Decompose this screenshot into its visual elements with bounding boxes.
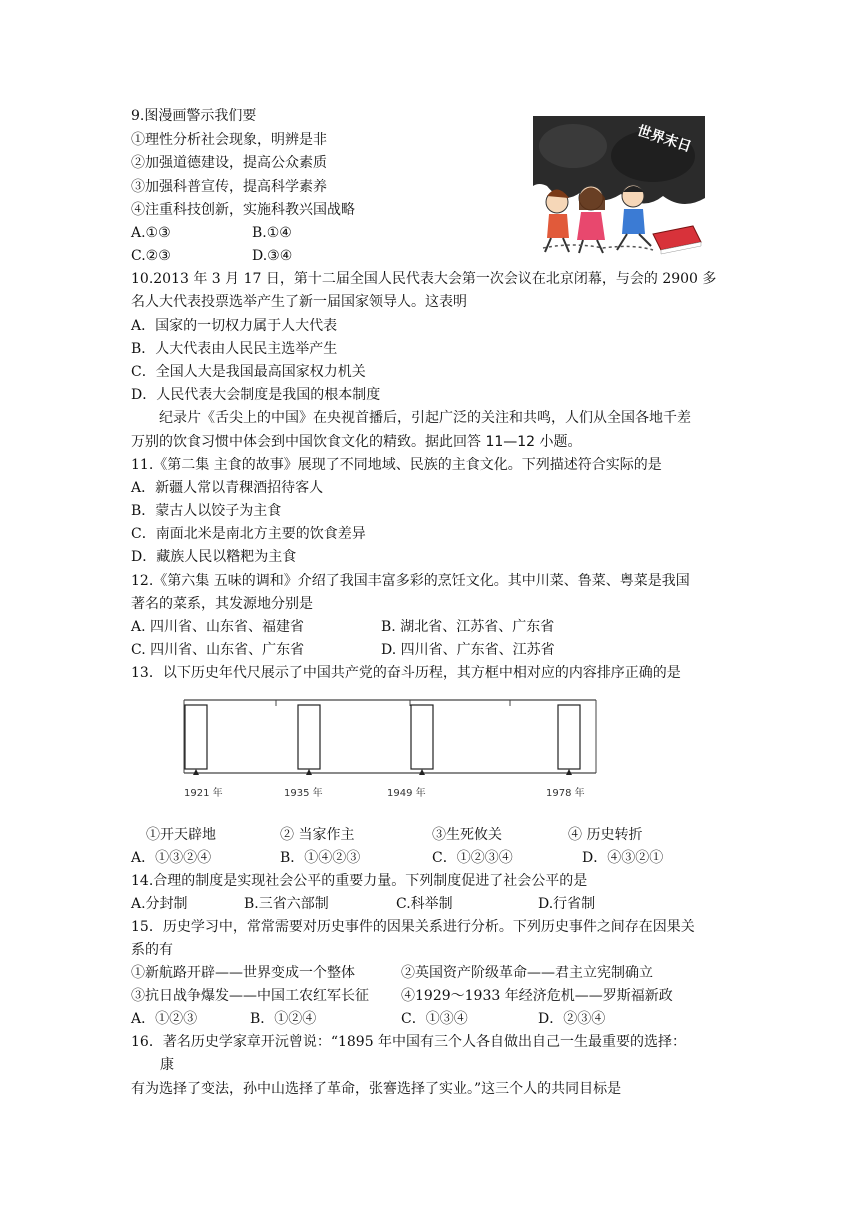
q10-stem-line-2: 名人大代表投票选举产生了新一届国家领导人。这表明 [131, 294, 467, 310]
q14-stem: 14.合理的制度是实现社会公平的重要力量。下列制度促进了社会公平的是 [131, 873, 588, 889]
q9-item-4: ④注重科技创新，实施科教兴国战略 [131, 202, 355, 218]
q11-option-c: C．南面北米是南北方主要的饮食差异 [131, 526, 366, 542]
q12-stem-line-2: 著名的菜系，其发源地分别是 [131, 596, 313, 612]
q11-stem: 11.《第二集 主食的故事》展现了不同地域、民族的主食文化。下列描述符合实际的是 [131, 457, 662, 473]
q13-option-c: C．①②③④ [432, 850, 513, 866]
intro-line-1: 纪录片《舌尖上的中国》在央视首播后，引起广泛的关注和共鸣，人们从全国各地千差 [159, 410, 691, 426]
q10-option-d: D．人民代表大会制度是我国的根本制度 [131, 387, 381, 403]
q15-item-1: ①新航路开辟——世界变成一个整体 [131, 965, 355, 981]
timeline-box-2 [298, 705, 320, 769]
q12-option-b: B. 湖北省、江苏省、广东省 [381, 619, 555, 635]
q9-option-c: C.②③ [131, 248, 171, 264]
timeline-box-4 [558, 705, 580, 769]
q13-item-4: ④ 历史转折 [568, 827, 643, 843]
q14-option-a: A.分封制 [131, 896, 188, 912]
q13-item-2: ② 当家作主 [280, 827, 355, 843]
q13-stem: 13．以下历史年代尺展示了中国共产党的奋斗历程，其方框中相对应的内容排序正确的是 [131, 665, 681, 681]
q11-option-a: A．新疆人常以青稞酒招待客人 [131, 480, 324, 496]
q15-stem-line-2: 系的有 [131, 942, 173, 958]
q10-option-b: B．人大代表由人民民主选举产生 [131, 341, 338, 357]
year-label-1978: 1978 年 [546, 788, 585, 799]
q15-option-a: A．①②③ [131, 1011, 198, 1027]
timeline-box-3 [411, 705, 433, 769]
q13-option-b: B．①④②③ [280, 850, 361, 866]
cartoon-caption: 世界末日 [635, 122, 694, 156]
q15-option-c: C．①③④ [401, 1011, 468, 1027]
q15-option-b: B．①②④ [250, 1011, 317, 1027]
doomsday-cartoon [533, 116, 705, 256]
q9-item-1: ①理性分析社会现象，明辨是非 [131, 132, 327, 148]
intro-line-2: 万别的饮食习惯中体会到中国饮食文化的精致。据此回答 11—12 小题。 [131, 434, 582, 450]
q12-option-a: A. 四川省、山东省、福建省 [131, 619, 305, 635]
q9-option-d: D.③④ [252, 248, 293, 264]
q12-option-c: C. 四川省、山东省、广东省 [131, 642, 305, 658]
q13-option-a: A．①③②④ [131, 850, 212, 866]
q12-stem-line-1: 12.《第六集 五味的调和》介绍了我国丰富多彩的烹饪文化。其中川菜、鲁菜、粤菜是我国 [131, 573, 690, 589]
q9-option-a: A.①③ [131, 225, 171, 241]
q9-item-2: ②加强道德建设，提高公众素质 [131, 155, 327, 171]
year-label-1935: 1935 年 [284, 788, 323, 799]
q15-item-3: ③抗日战争爆发——中国工农红军长征 [131, 988, 369, 1004]
q15-stem-line-1: 15．历史学习中，常常需要对历史事件的因果关系进行分析。下列历史事件之间存在因果关 [131, 919, 695, 935]
q10-option-a: A．国家的一切权力属于人大代表 [131, 318, 338, 334]
q14-option-d: D.行省制 [538, 896, 596, 912]
q9-option-b: B.①④ [252, 225, 292, 241]
timeline-box-1 [185, 705, 207, 769]
q11-option-b: B．蒙古人以饺子为主食 [131, 503, 282, 519]
q13-item-3: ③生死攸关 [432, 827, 502, 843]
q10-option-c: C．全国人大是我国最高国家权力机关 [131, 364, 366, 380]
q13-option-d: D．④③②① [582, 850, 664, 866]
q12-option-d: D. 四川省、广东省、江苏省 [381, 642, 555, 658]
history-timeline [180, 695, 600, 805]
q14-option-c: C.科举制 [396, 896, 453, 912]
q10-stem-line-1: 10.2013 年 3 月 17 日，第十二届全国人民代表大会第一次会议在北京闭幕，与会的 2900 多 [131, 271, 717, 287]
q15-item-2: ②英国资产阶级革命——君主立宪制确立 [401, 965, 653, 981]
q11-option-d: D．藏族人民以糌粑为主食 [131, 549, 297, 565]
q15-option-d: D．②③④ [538, 1011, 606, 1027]
q9-stem: 9.图漫画警示我们要 [131, 108, 257, 124]
q15-item-4: ④1929～1933 年经济危机——罗斯福新政 [401, 988, 673, 1004]
q13-item-1: ①开天辟地 [146, 827, 216, 843]
q16-stem-line-3: 有为选择了变法，孙中山选择了革命，张謇选择了实业。”这三个人的共同目标是 [131, 1081, 622, 1097]
year-label-1921: 1921 年 [184, 788, 223, 799]
q16-stem-line-1: 16．著名历史学家章开沅曾说：“1895 年中国有三个人各自做出自己一生最重要的选择： [131, 1034, 687, 1050]
q16-stem-line-2: 康 [160, 1057, 174, 1073]
q9-item-3: ③加强科普宣传，提高科学素养 [131, 179, 327, 195]
year-label-1949: 1949 年 [387, 788, 426, 799]
q14-option-b: B.三省六部制 [244, 896, 329, 912]
